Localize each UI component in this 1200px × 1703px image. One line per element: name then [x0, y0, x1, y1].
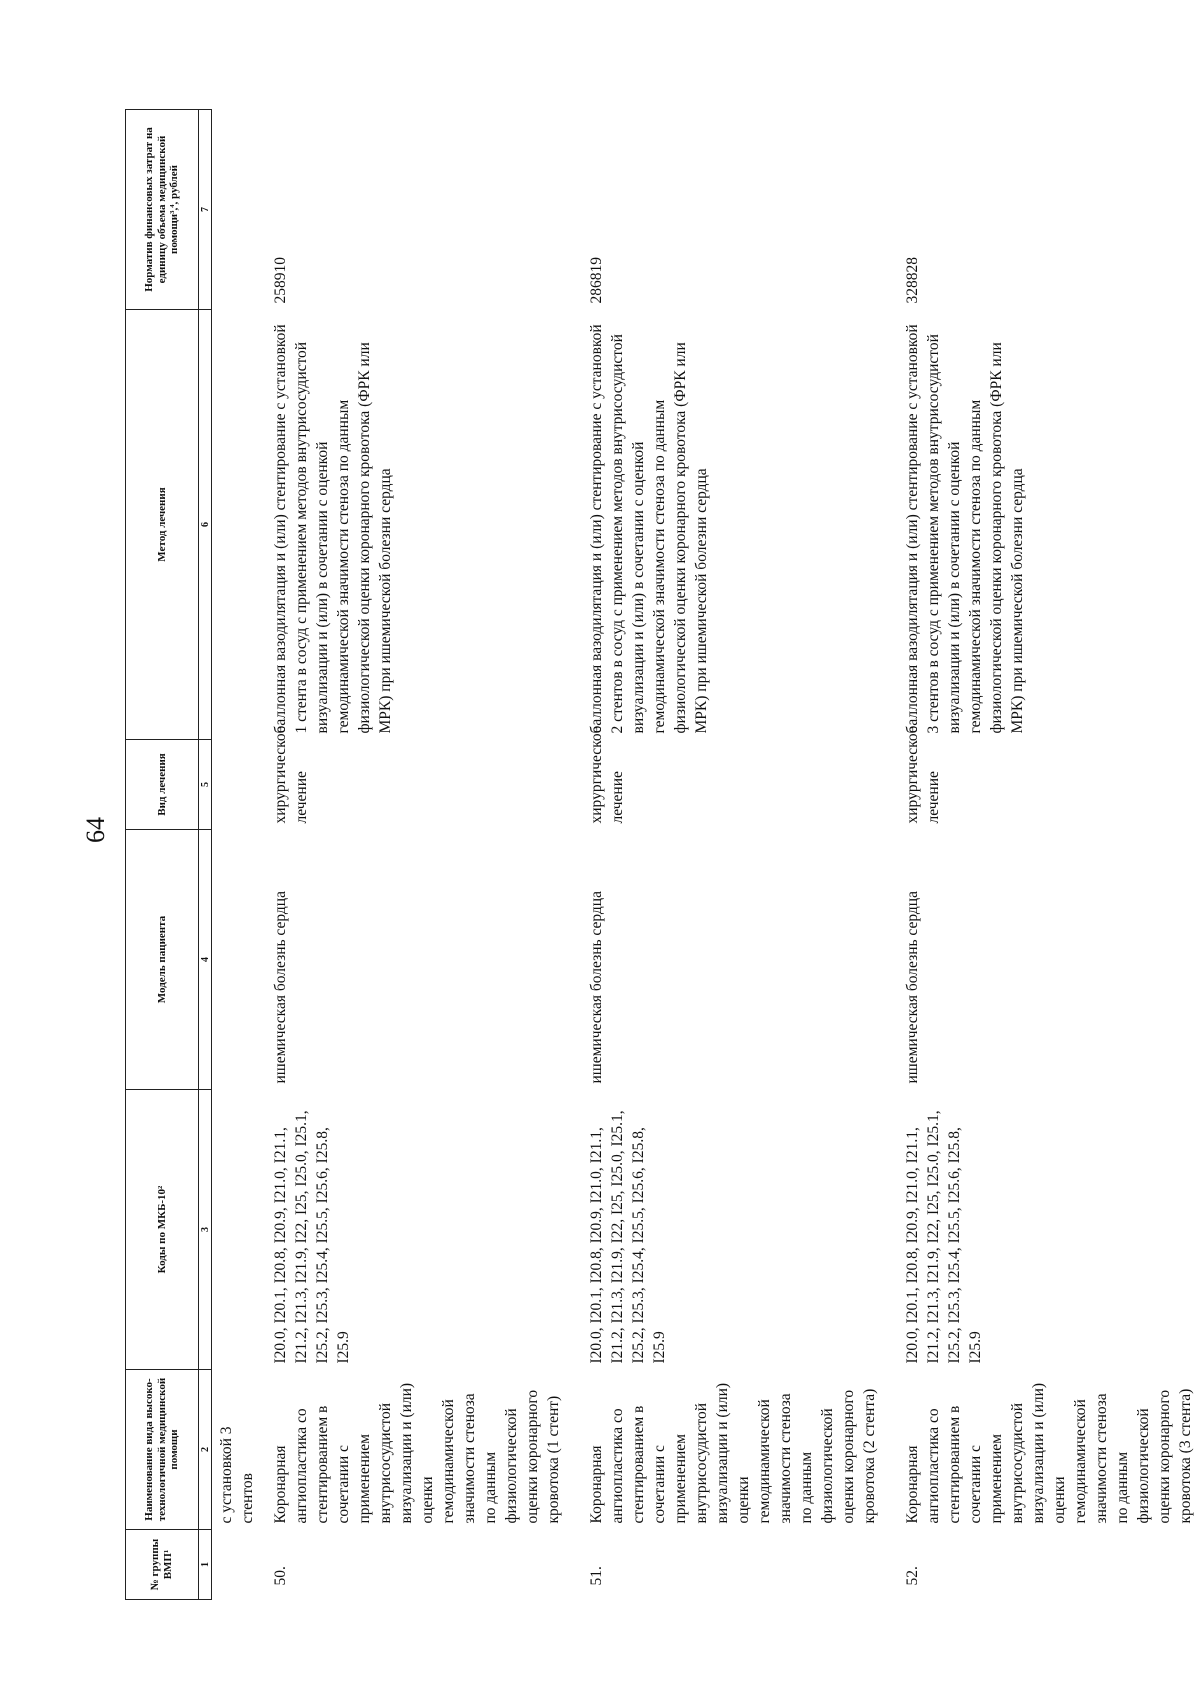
treatment-type: хирургическое лечение [272, 726, 310, 824]
header-patient-model: Модель пациента [126, 830, 199, 1090]
row-number: 51. [588, 1566, 605, 1586]
cost-norm: 286819 [588, 257, 605, 304]
icd-codes: I20.0, I20.1, I20.8, I20.9, I21.0, I21.1, I21.2, I21.3, I21.9, I22, I25, I25.0, I25.1, I25.2, I25.3, I25.4, I25.5, I25.6, I25.8, I25.9 [588, 1110, 668, 1364]
column-number: 3 [199, 1090, 212, 1370]
header-icd-codes: Коды по МКБ-10² [126, 1090, 199, 1370]
patient-model: ишемическая болезнь сердца [904, 891, 921, 1084]
treatment-type: хирургическое лечение [588, 726, 626, 824]
header-treatment-type: Вид лечения [126, 740, 199, 830]
column-number: 1 [199, 1530, 212, 1600]
column-number-row [199, 110, 212, 1600]
column-number: 5 [199, 740, 212, 830]
treatment-method: баллонная вазодилятация и (или) стентирование с установкой 3 стентов в сосуд с применением методов внутрисосудистой визуализации и (или) в сочетании с оценкой гемодинамической значимости стеноза по данным физиологической оценки коронарного кровотока (ФРК или МРК) при ишемической болезни сердца [904, 324, 1026, 734]
row-number: 50. [272, 1566, 289, 1586]
header-row [126, 110, 199, 1600]
vmp-name: Коронарная ангиопластика со стентированием в сочетании с применением внутрисосудистой визуализации и (или) оценки гемодинамической значимости стеноза по данным физиологической оценки коронарного кровотока (2 стента) [588, 1382, 878, 1524]
header-cost-norm: Норматив финансовых затрат на единицу объема медицинской помощи³,⁴, рублей [126, 110, 199, 310]
header-vmp-name: Наименование вида высоко-технологичной медицинской помощи [126, 1370, 199, 1530]
table-row [258, 110, 574, 1600]
treatment-method: баллонная вазодилятация и (или) стентирование с установкой 2 стентов в сосуд с применением методов внутрисосудистой визуализации и (или) в сочетании с оценкой гемодинамической значимости стеноза по данным физиологической оценки коронарного кровотока (ФРК или МРК) при ишемической болезни сердца [588, 324, 710, 734]
column-number: 6 [199, 310, 212, 740]
treatment-type: хирургическое лечение [904, 726, 942, 824]
column-number: 7 [199, 110, 212, 310]
row-number: 52. [904, 1566, 921, 1586]
patient-model: ишемическая болезнь сердца [272, 891, 289, 1084]
continuation-row [212, 110, 259, 1600]
cost-norm: 258910 [272, 257, 289, 304]
continuation-text: с установкой 3 стентов [218, 1426, 256, 1524]
icd-codes: I20.0, I20.1, I20.8, I20.9, I21.0, I21.1, I21.2, I21.3, I21.9, I22, I25, I25.0, I25.1, I25.2, I25.3, I25.4, I25.5, I25.6, I25.8, I25.9 [904, 1110, 984, 1364]
page-number: 64 [81, 817, 110, 843]
header-group-number: № группы ВМП¹ [126, 1530, 199, 1600]
column-number: 2 [199, 1370, 212, 1530]
vmp-name: Коронарная ангиопластика со стентированием в сочетании с применением внутрисосудистой визуализации и (или) оценки гемодинамической значимости стеноза по данным физиологической оценки коронарного кровотока (3 стента) [904, 1382, 1194, 1524]
table-row [890, 110, 1200, 1600]
patient-model: ишемическая болезнь сердца [588, 891, 605, 1084]
column-number: 4 [199, 830, 212, 1090]
vmp-table [125, 109, 1200, 1600]
vmp-name: Коронарная ангиопластика со стентированием в сочетании с применением внутрисосудистой визуализации и (или) оценки гемодинамической значимости стеноза по данным физиологической оценки коронарного кровотока (1 стент) [272, 1382, 562, 1524]
icd-codes: I20.0, I20.1, I20.8, I20.9, I21.0, I21.1, I21.2, I21.3, I21.9, I22, I25, I25.0, I25.1, I25.2, I25.3, I25.4, I25.5, I25.6, I25.8, I25.9 [272, 1110, 352, 1364]
treatment-method: баллонная вазодилятация и (или) стентирование с установкой 1 стента в сосуд с применением методов внутрисосудистой визуализации и (или) в сочетании с оценкой гемодинамической значимости стеноза по данным физиологической оценки коронарного кровотока (ФРК или МРК) при ишемической болезни сердца [272, 324, 394, 734]
cost-norm: 328828 [904, 257, 921, 304]
document-sheet [125, 110, 1194, 1600]
table-row [574, 110, 890, 1600]
header-treatment-method: Метод лечения [126, 310, 199, 740]
